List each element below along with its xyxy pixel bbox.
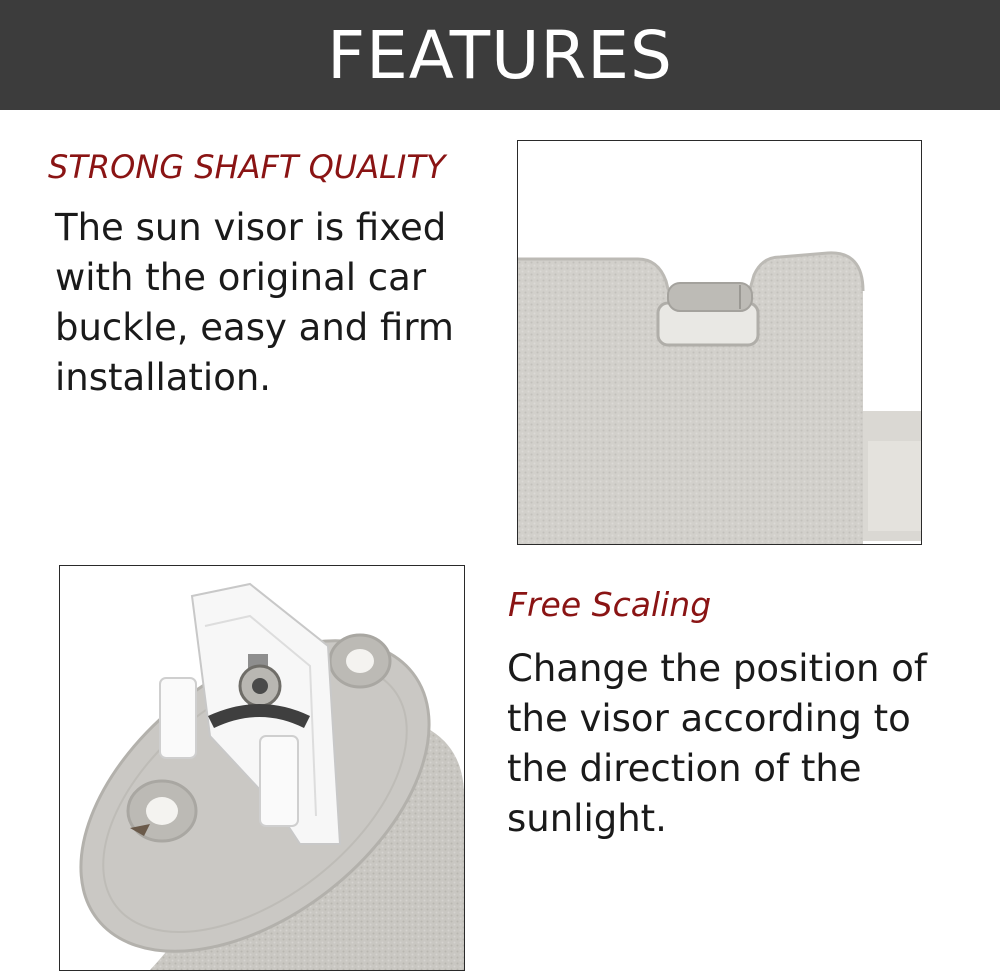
feature2-body: Change the position of the visor according to the direction of the sunlight. xyxy=(507,647,927,840)
feature1-heading: STRONG SHAFT QUALITY xyxy=(48,148,446,186)
visor-pivot-mount-closeup-photo xyxy=(59,565,465,971)
visor-pivot-image xyxy=(60,566,464,970)
banner-title: FEATURES xyxy=(327,16,673,94)
feature2-heading: Free Scaling xyxy=(508,585,712,624)
visor-buckle-closeup-photo xyxy=(517,140,922,545)
features-banner xyxy=(0,0,1000,110)
visor-buckle-image xyxy=(518,141,921,544)
feature1-body: The sun visor is fixed with the original car buckle, easy and firm installation. xyxy=(55,206,454,399)
